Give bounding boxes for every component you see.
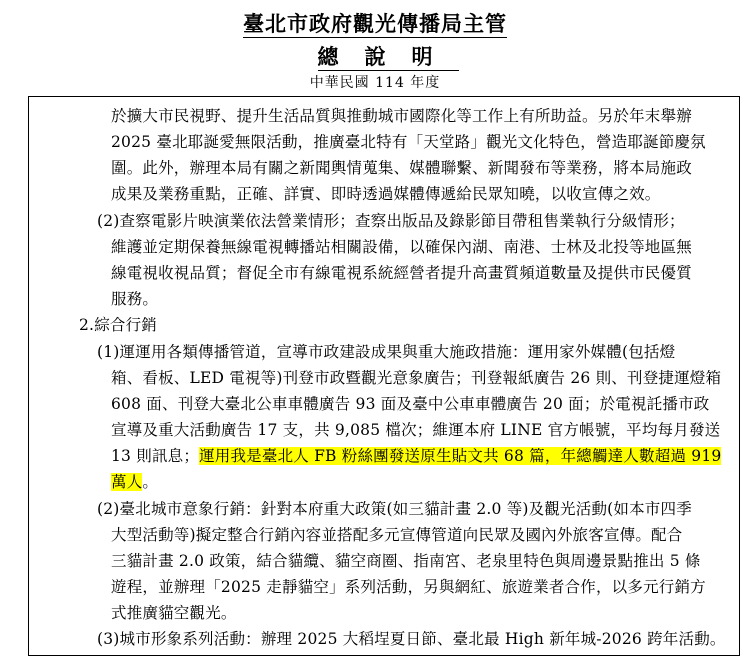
content-box xyxy=(28,96,740,656)
text-line: 式推廣貓空觀光。 xyxy=(111,604,237,622)
text-line: 維護並定期保養無線電視轉播站相關設備，以確保內湖、南港、士林及北投等地區無 xyxy=(111,238,692,256)
highlighted-text: 運用我是臺北人 FB 粉絲團發送原生貼文共 68 篇，年總觸達人數超過 919 xyxy=(199,447,722,465)
text-line: (1)運運用各類傳播管道，宣導市政建設成果與重大施政措施：運用家外媒體(包括燈 xyxy=(97,343,676,361)
text-line: 2025 臺北耶誕愛無限活動，推廣臺北特有「天堂路」觀光文化特色，營造耶誕節慶氛 xyxy=(111,133,706,151)
text-line: 服務。 xyxy=(111,290,159,308)
text-line: (2)查察電影片映演業依法營業情形；查察出版品及錄影節目帶租售業執行分級情形； xyxy=(97,212,685,230)
highlighted-text: 萬人 xyxy=(111,473,143,491)
text-line: 大型活動等)擬定整合行銷內容並搭配多元宣傳管道向民眾及國內外旅客宣傳。配合 xyxy=(111,526,683,544)
text-line: 圍。此外，辦理本局有關之新聞輿情蒐集、媒體聯繫、新聞發布等業務，將本局施政 xyxy=(111,159,692,177)
text-segment: 13 則訊息； xyxy=(111,447,200,465)
section-heading: 2.綜合行銷 xyxy=(79,316,157,334)
text-line xyxy=(111,446,721,466)
text-line: 三貓計畫 2.0 政策，結合貓纜、貓空商圈、指南宮、老泉里特色與周邊景點推出 5 條 xyxy=(111,552,701,570)
text-line: 線電視收視品質；督促全市有線電視系統經營者提升高畫質頻道數量及提供市民優質 xyxy=(111,264,692,282)
text-line: 於擴大市民視野、提升生活品質與推動城市國際化等工作上有所助益。另於年末舉辦 xyxy=(111,107,692,125)
text-line: 宣導及重大活動廣告 17 支，共 9,085 檔次；維運本府 LINE 官方帳號，平均每月發送 xyxy=(111,421,721,439)
text-line: (3)城市形象系列活動：辦理 2025 大稻埕夏日節、臺北最 High 新年城-2026 跨年活動。 xyxy=(97,630,726,648)
text-segment: 。 xyxy=(142,473,159,491)
text-line xyxy=(111,472,158,492)
text-line: 成果及業務重點，正確、詳實、即時透過媒體傳遞給民眾知曉，以收宣傳之效。 xyxy=(111,185,661,203)
text-line: 箱、看板、LED 電視等)刊登市政暨觀光意象廣告；刊登報紙廣告 26 則、刊登捷運燈箱 xyxy=(111,369,722,387)
text-line: (2)臺北城市意象行銷：針對本府重大政策(如三貓計畫 2.0 等)及觀光活動(如本市四季 xyxy=(97,500,692,518)
document-title: 總說明 xyxy=(317,44,459,69)
text-line: 遊程，並辦理「2025 走靜貓空」系列活動，另與網紅、旅遊業者合作，以多元行銷方 xyxy=(111,578,706,596)
org-title: 臺北市政府觀光傳播局主管 xyxy=(243,11,507,36)
fiscal-year: 中華民國 114 年度 xyxy=(309,75,441,91)
text-line: 608 面、刊登大臺北公車車體廣告 93 面及臺中公車車體廣告 20 面；於電視託播市政 xyxy=(111,395,710,413)
